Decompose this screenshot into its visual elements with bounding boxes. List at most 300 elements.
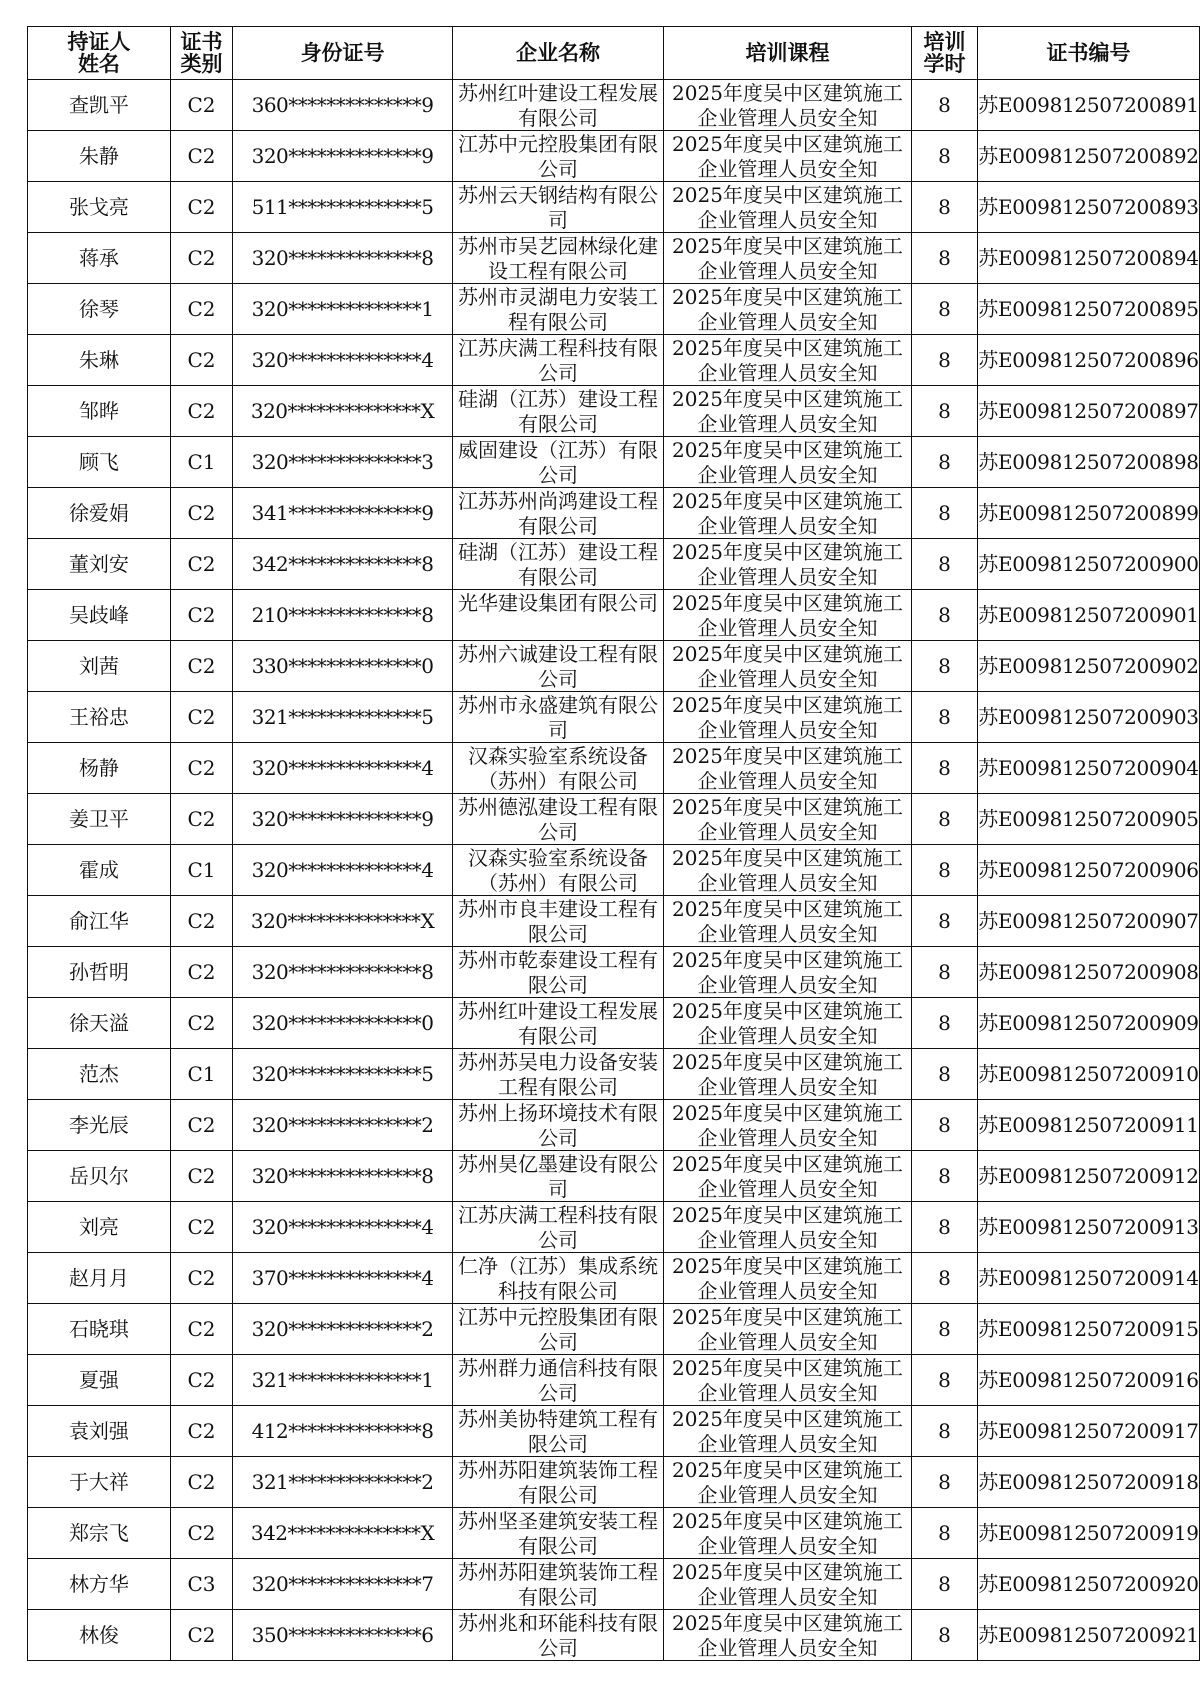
hours-cell-text: 8 (938, 398, 951, 423)
id-number-cell (233, 335, 453, 386)
company-cell (453, 233, 664, 284)
hours-cell-text: 8 (938, 194, 951, 219)
cert-type-cell (170, 1100, 232, 1151)
holder-name-cell (28, 80, 171, 131)
cert-number-cell (977, 1049, 1199, 1100)
holder-name-cell (28, 1304, 171, 1355)
holder-name-cell-text: 刘亮 (78, 1214, 119, 1239)
cert-number-cell-text: 苏E009812507200893 (978, 194, 1199, 219)
holder-name-cell-text: 董刘安 (68, 551, 129, 576)
course-cell-text: 2025年度吴中区建筑施工企业管理人员安全知 (672, 1406, 903, 1456)
id-number-cell-text: 320**************9 (251, 143, 434, 168)
company-cell-text: 苏州群力通信科技有限公司 (457, 1355, 658, 1405)
header-cert-type: 证书 类别 (170, 27, 232, 80)
cert-type-cell-text: C2 (187, 1418, 216, 1443)
cert-number-cell (977, 1610, 1199, 1661)
id-number-cell (233, 1253, 453, 1304)
hours-cell-text: 8 (938, 1571, 951, 1596)
table-row (28, 1457, 1200, 1508)
cert-number-cell-text: 苏E009812507200902 (978, 653, 1199, 678)
id-number-cell-text: 320**************2 (251, 1316, 434, 1341)
course-cell (663, 233, 911, 284)
cert-number-cell-text: 苏E009812507200896 (978, 347, 1199, 372)
cert-number-cell-text: 苏E009812507200909 (978, 1010, 1199, 1035)
company-cell (453, 692, 664, 743)
cert-type-cell-text: C2 (187, 653, 216, 678)
company-cell-text: 苏州市吴艺园林绿化建设工程有限公司 (457, 233, 658, 283)
holder-name-cell-text: 李光辰 (68, 1112, 129, 1137)
cert-type-cell-text: C2 (187, 194, 216, 219)
id-number-cell-text: 321**************1 (251, 1367, 434, 1392)
cert-type-cell-text: C2 (187, 1214, 216, 1239)
id-number-cell (233, 1457, 453, 1508)
company-cell (453, 845, 664, 896)
company-cell-text: 苏州市良丰建设工程有限公司 (457, 896, 658, 946)
holder-name-cell (28, 998, 171, 1049)
id-number-cell-text: 210**************8 (251, 602, 434, 627)
hours-cell-text: 8 (938, 1010, 951, 1035)
holder-name-cell-text: 孙哲明 (68, 959, 129, 984)
id-number-cell-text: 350**************6 (251, 1622, 434, 1647)
company-cell (453, 1049, 664, 1100)
id-number-cell-text: 370**************4 (251, 1265, 434, 1290)
hours-cell-text: 8 (938, 959, 951, 984)
company-cell (453, 488, 664, 539)
table-row (28, 386, 1200, 437)
course-cell-text: 2025年度吴中区建筑施工企业管理人员安全知 (672, 692, 903, 742)
company-cell-text: 硅湖（江苏）建设工程有限公司 (457, 386, 658, 436)
cert-number-cell (977, 284, 1199, 335)
company-cell (453, 998, 664, 1049)
holder-name-cell-text: 范杰 (78, 1061, 119, 1086)
hours-cell (912, 386, 978, 437)
company-cell-text: 苏州昊亿墨建设有限公司 (457, 1151, 658, 1201)
company-cell-text: 江苏庆满工程科技有限公司 (457, 1202, 658, 1252)
hours-cell (912, 1049, 978, 1100)
company-cell-text: 江苏苏州尚鸿建设工程有限公司 (457, 488, 658, 538)
hours-cell (912, 131, 978, 182)
company-cell (453, 1610, 664, 1661)
id-number-cell-text: 320**************7 (251, 1571, 434, 1596)
id-number-cell (233, 539, 453, 590)
course-cell (663, 590, 911, 641)
cert-type-cell (170, 794, 232, 845)
course-cell (663, 947, 911, 998)
table-row (28, 233, 1200, 284)
company-cell-text: 汉森实验室系统设备（苏州）有限公司 (467, 743, 648, 793)
cert-type-cell (170, 539, 232, 590)
company-cell (453, 1304, 664, 1355)
holder-name-cell (28, 1457, 171, 1508)
holder-name-cell (28, 182, 171, 233)
cert-number-cell (977, 641, 1199, 692)
id-number-cell (233, 437, 453, 488)
holder-name-cell (28, 335, 171, 386)
cert-number-cell-text: 苏E009812507200904 (978, 755, 1199, 780)
holder-name-cell-text: 袁刘强 (68, 1418, 129, 1443)
hours-cell-text: 8 (938, 857, 951, 882)
cert-number-cell-text: 苏E009812507200894 (978, 245, 1199, 270)
hours-cell (912, 998, 978, 1049)
holder-name-cell (28, 1610, 171, 1661)
cert-number-cell (977, 131, 1199, 182)
course-cell-text: 2025年度吴中区建筑施工企业管理人员安全知 (672, 1457, 903, 1507)
course-cell-text: 2025年度吴中区建筑施工企业管理人员安全知 (672, 233, 903, 283)
cert-type-cell (170, 1559, 232, 1610)
cert-type-cell-text: C2 (187, 704, 216, 729)
course-cell-text: 2025年度吴中区建筑施工企业管理人员安全知 (672, 1559, 903, 1609)
cert-number-cell (977, 1202, 1199, 1253)
hours-cell (912, 692, 978, 743)
company-cell (453, 131, 664, 182)
id-number-cell-text: 320**************4 (251, 1214, 434, 1239)
cert-number-cell-text: 苏E009812507200905 (978, 806, 1199, 831)
holder-name-cell (28, 1100, 171, 1151)
holder-name-cell-text: 赵月月 (68, 1265, 129, 1290)
id-number-cell-text: 320**************4 (251, 347, 434, 372)
hours-cell-text: 8 (938, 602, 951, 627)
cert-number-cell-text: 苏E009812507200897 (978, 398, 1199, 423)
header-course: 培训课程 (663, 27, 911, 80)
id-number-cell (233, 794, 453, 845)
holder-name-cell (28, 641, 171, 692)
course-cell-text: 2025年度吴中区建筑施工企业管理人员安全知 (672, 131, 903, 181)
cert-type-cell-text: C2 (187, 1367, 216, 1392)
cert-type-cell-text: C2 (187, 602, 216, 627)
header-hours: 培训 学时 (912, 27, 978, 80)
header-row (28, 27, 1200, 80)
id-number-cell (233, 1100, 453, 1151)
cert-type-cell-text: C2 (187, 398, 216, 423)
table-row (28, 743, 1200, 794)
holder-name-cell (28, 233, 171, 284)
table-row (28, 641, 1200, 692)
company-cell-text: 苏州市灵湖电力安装工程有限公司 (457, 284, 658, 334)
id-number-cell-text: 320**************0 (251, 1010, 434, 1035)
holder-name-cell-text: 俞江华 (68, 908, 129, 933)
table-row (28, 1406, 1200, 1457)
id-number-cell (233, 1355, 453, 1406)
course-cell-text: 2025年度吴中区建筑施工企业管理人员安全知 (672, 80, 903, 130)
id-number-cell (233, 692, 453, 743)
hours-cell (912, 1304, 978, 1355)
company-cell-text: 苏州苏阳建筑装饰工程有限公司 (457, 1457, 658, 1507)
hours-cell (912, 1457, 978, 1508)
cert-type-cell (170, 1610, 232, 1661)
course-cell-text: 2025年度吴中区建筑施工企业管理人员安全知 (672, 1610, 903, 1660)
company-cell-text: 苏州坚圣建筑安装工程有限公司 (457, 1508, 658, 1558)
table-row (28, 998, 1200, 1049)
course-cell-text: 2025年度吴中区建筑施工企业管理人员安全知 (672, 488, 903, 538)
cert-type-cell (170, 590, 232, 641)
holder-name-cell-text: 刘茜 (78, 653, 119, 678)
holder-name-cell-text: 张戈亮 (68, 194, 129, 219)
company-cell (453, 1202, 664, 1253)
id-number-cell-text: 341**************9 (251, 500, 434, 525)
hours-cell-text: 8 (938, 92, 951, 117)
company-cell-text: 江苏庆满工程科技有限公司 (457, 335, 658, 385)
holder-name-cell-text: 郑宗飞 (68, 1520, 129, 1545)
cert-number-cell (977, 386, 1199, 437)
table-row (28, 182, 1200, 233)
holder-name-cell-text: 林俊 (78, 1622, 119, 1647)
holder-name-cell-text: 徐爱娟 (68, 500, 129, 525)
course-cell-text: 2025年度吴中区建筑施工企业管理人员安全知 (672, 590, 903, 640)
hours-cell (912, 1151, 978, 1202)
company-cell-text: 江苏中元控股集团有限公司 (457, 131, 658, 181)
hours-cell (912, 1610, 978, 1661)
course-cell (663, 131, 911, 182)
holder-name-cell-text: 王裕忠 (68, 704, 129, 729)
table-row (28, 1355, 1200, 1406)
id-number-cell (233, 845, 453, 896)
certificate-table (27, 26, 1200, 1661)
id-number-cell (233, 131, 453, 182)
company-cell (453, 641, 664, 692)
cert-type-cell (170, 692, 232, 743)
id-number-cell (233, 590, 453, 641)
company-cell-text: 苏州市乾泰建设工程有限公司 (457, 947, 658, 997)
holder-name-cell-text: 夏强 (78, 1367, 119, 1392)
cert-type-cell-text: C2 (187, 755, 216, 780)
cert-type-cell-text: C2 (187, 806, 216, 831)
course-cell-text: 2025年度吴中区建筑施工企业管理人员安全知 (672, 1253, 903, 1303)
cert-type-cell-text: C2 (187, 1469, 216, 1494)
company-cell (453, 1151, 664, 1202)
id-number-cell-text: 320**************3 (251, 449, 434, 474)
course-cell (663, 284, 911, 335)
course-cell (663, 896, 911, 947)
cert-type-cell-text: C1 (187, 449, 216, 474)
hours-cell-text: 8 (938, 806, 951, 831)
company-cell (453, 80, 664, 131)
hours-cell (912, 1406, 978, 1457)
id-number-cell (233, 1406, 453, 1457)
id-number-cell-text: 320**************X (250, 908, 435, 933)
company-cell (453, 1508, 664, 1559)
holder-name-cell-text: 霍成 (78, 857, 119, 882)
course-cell-text: 2025年度吴中区建筑施工企业管理人员安全知 (672, 947, 903, 997)
course-cell-text: 2025年度吴中区建筑施工企业管理人员安全知 (672, 284, 903, 334)
company-cell (453, 1457, 664, 1508)
table-row (28, 437, 1200, 488)
cert-type-cell (170, 1508, 232, 1559)
cert-type-cell-text: C2 (187, 92, 216, 117)
holder-name-cell-text: 石晓琪 (68, 1316, 129, 1341)
id-number-cell-text: 511**************5 (251, 194, 434, 219)
hours-cell (912, 845, 978, 896)
holder-name-cell-text: 吴歧峰 (68, 602, 129, 627)
course-cell (663, 386, 911, 437)
cert-number-cell-text: 苏E009812507200921 (978, 1622, 1199, 1647)
hours-cell (912, 896, 978, 947)
holder-name-cell (28, 1151, 171, 1202)
holder-name-cell (28, 1559, 171, 1610)
table-row (28, 1304, 1200, 1355)
table-row (28, 488, 1200, 539)
hours-cell (912, 1559, 978, 1610)
hours-cell (912, 1202, 978, 1253)
id-number-cell-text: 320**************9 (251, 806, 434, 831)
hours-cell-text: 8 (938, 1214, 951, 1239)
cert-number-cell-text: 苏E009812507200911 (978, 1112, 1199, 1137)
course-cell (663, 437, 911, 488)
hours-cell (912, 233, 978, 284)
holder-name-cell (28, 743, 171, 794)
cert-type-cell-text: C2 (187, 1163, 216, 1188)
id-number-cell-text: 342**************8 (251, 551, 434, 576)
hours-cell (912, 1253, 978, 1304)
header-id-number: 身份证号 (233, 27, 453, 80)
holder-name-cell (28, 1355, 171, 1406)
course-cell-text: 2025年度吴中区建筑施工企业管理人员安全知 (672, 845, 903, 895)
table-row (28, 1151, 1200, 1202)
course-cell-text: 2025年度吴中区建筑施工企业管理人员安全知 (672, 1355, 903, 1405)
id-number-cell-text: 320**************5 (251, 1061, 434, 1086)
cert-type-cell (170, 1406, 232, 1457)
company-cell-text: 苏州德泓建设工程有限公司 (457, 794, 658, 844)
company-cell (453, 437, 664, 488)
company-cell-text: 苏州上扬环境技术有限公司 (457, 1100, 658, 1150)
holder-name-cell-text: 朱静 (78, 143, 119, 168)
hours-cell-text: 8 (938, 704, 951, 729)
course-cell (663, 1508, 911, 1559)
cert-number-cell (977, 1304, 1199, 1355)
cert-number-cell-text: 苏E009812507200910 (978, 1061, 1199, 1086)
hours-cell (912, 437, 978, 488)
holder-name-cell (28, 1508, 171, 1559)
cert-number-cell-text: 苏E009812507200918 (978, 1469, 1199, 1494)
id-number-cell-text: 321**************2 (251, 1469, 434, 1494)
table-row (28, 1610, 1200, 1661)
hours-cell (912, 743, 978, 794)
company-cell (453, 539, 664, 590)
cert-type-cell (170, 1457, 232, 1508)
cert-type-cell (170, 743, 232, 794)
company-cell (453, 1406, 664, 1457)
cert-type-cell-text: C2 (187, 959, 216, 984)
id-number-cell (233, 233, 453, 284)
course-cell (663, 1406, 911, 1457)
cert-number-cell-text: 苏E009812507200903 (978, 704, 1199, 729)
header-company: 企业名称 (453, 27, 664, 80)
hours-cell-text: 8 (938, 1367, 951, 1392)
course-cell (663, 998, 911, 1049)
company-cell-text: 硅湖（江苏）建设工程有限公司 (457, 539, 658, 589)
company-cell-text: 苏州红叶建设工程发展有限公司 (457, 80, 658, 130)
company-cell (453, 896, 664, 947)
course-cell-text: 2025年度吴中区建筑施工企业管理人员安全知 (672, 182, 903, 232)
id-number-cell (233, 641, 453, 692)
holder-name-cell-text: 林方华 (68, 1571, 129, 1596)
company-cell-text: 汉森实验室系统设备（苏州）有限公司 (467, 845, 648, 895)
cert-number-cell-text: 苏E009812507200919 (978, 1520, 1199, 1545)
id-number-cell (233, 182, 453, 233)
cert-number-cell-text: 苏E009812507200915 (978, 1316, 1199, 1341)
holder-name-cell-text: 徐琴 (78, 296, 119, 321)
course-cell (663, 335, 911, 386)
cert-type-cell-text: C2 (187, 1520, 216, 1545)
hours-cell-text: 8 (938, 1061, 951, 1086)
cert-number-cell (977, 1508, 1199, 1559)
id-number-cell (233, 998, 453, 1049)
cert-number-cell (977, 947, 1199, 998)
holder-name-cell-text: 顾飞 (78, 449, 119, 474)
cert-number-cell (977, 1406, 1199, 1457)
course-cell (663, 182, 911, 233)
company-cell-text: 苏州美协特建筑工程有限公司 (457, 1406, 658, 1456)
holder-name-cell-text: 蒋承 (78, 245, 119, 270)
table-row (28, 1559, 1200, 1610)
table-row (28, 1253, 1200, 1304)
cert-number-cell-text: 苏E009812507200895 (978, 296, 1199, 321)
table-row (28, 80, 1200, 131)
cert-type-cell (170, 80, 232, 131)
table-row (28, 794, 1200, 845)
id-number-cell-text: 321**************5 (251, 704, 434, 729)
id-number-cell-text: 320**************1 (251, 296, 434, 321)
cert-type-cell (170, 386, 232, 437)
cert-number-cell (977, 692, 1199, 743)
course-cell-text: 2025年度吴中区建筑施工企业管理人员安全知 (672, 1508, 903, 1558)
table-row (28, 539, 1200, 590)
holder-name-cell-text: 邹晔 (78, 398, 119, 423)
hours-cell-text: 8 (938, 653, 951, 678)
hours-cell-text: 8 (938, 449, 951, 474)
cert-number-cell-text: 苏E009812507200892 (978, 143, 1199, 168)
id-number-cell (233, 1559, 453, 1610)
course-cell (663, 641, 911, 692)
id-number-cell-text: 320**************4 (251, 755, 434, 780)
course-cell-text: 2025年度吴中区建筑施工企业管理人员安全知 (672, 437, 903, 487)
hours-cell-text: 8 (938, 755, 951, 780)
hours-cell (912, 1508, 978, 1559)
company-cell-text: 苏州苏阳建筑装饰工程有限公司 (457, 1559, 658, 1609)
id-number-cell (233, 947, 453, 998)
course-cell-text: 2025年度吴中区建筑施工企业管理人员安全知 (672, 1049, 903, 1099)
course-cell (663, 1355, 911, 1406)
cert-type-cell (170, 284, 232, 335)
holder-name-cell (28, 488, 171, 539)
holder-name-cell (28, 947, 171, 998)
course-cell (663, 692, 911, 743)
cert-number-cell-text: 苏E009812507200920 (978, 1571, 1199, 1596)
cert-type-cell (170, 1304, 232, 1355)
hours-cell (912, 488, 978, 539)
table-row (28, 1508, 1200, 1559)
hours-cell (912, 794, 978, 845)
hours-cell-text: 8 (938, 1520, 951, 1545)
hours-cell-text: 8 (938, 1265, 951, 1290)
course-cell-text: 2025年度吴中区建筑施工企业管理人员安全知 (672, 539, 903, 589)
cert-number-cell (977, 1559, 1199, 1610)
course-cell (663, 539, 911, 590)
hours-cell-text: 8 (938, 296, 951, 321)
company-cell-text: 江苏中元控股集团有限公司 (457, 1304, 658, 1354)
course-cell-text: 2025年度吴中区建筑施工企业管理人员安全知 (672, 743, 903, 793)
course-cell-text: 2025年度吴中区建筑施工企业管理人员安全知 (672, 1202, 903, 1252)
id-number-cell (233, 488, 453, 539)
cert-number-cell-text: 苏E009812507200900 (978, 551, 1199, 576)
hours-cell-text: 8 (938, 500, 951, 525)
hours-cell (912, 335, 978, 386)
id-number-cell-text: 342**************X (250, 1520, 435, 1545)
company-cell (453, 794, 664, 845)
cert-number-cell-text: 苏E009812507200898 (978, 449, 1199, 474)
cert-type-cell (170, 131, 232, 182)
company-cell-text: 威固建设（江苏）有限公司 (457, 437, 658, 487)
cert-number-cell (977, 335, 1199, 386)
